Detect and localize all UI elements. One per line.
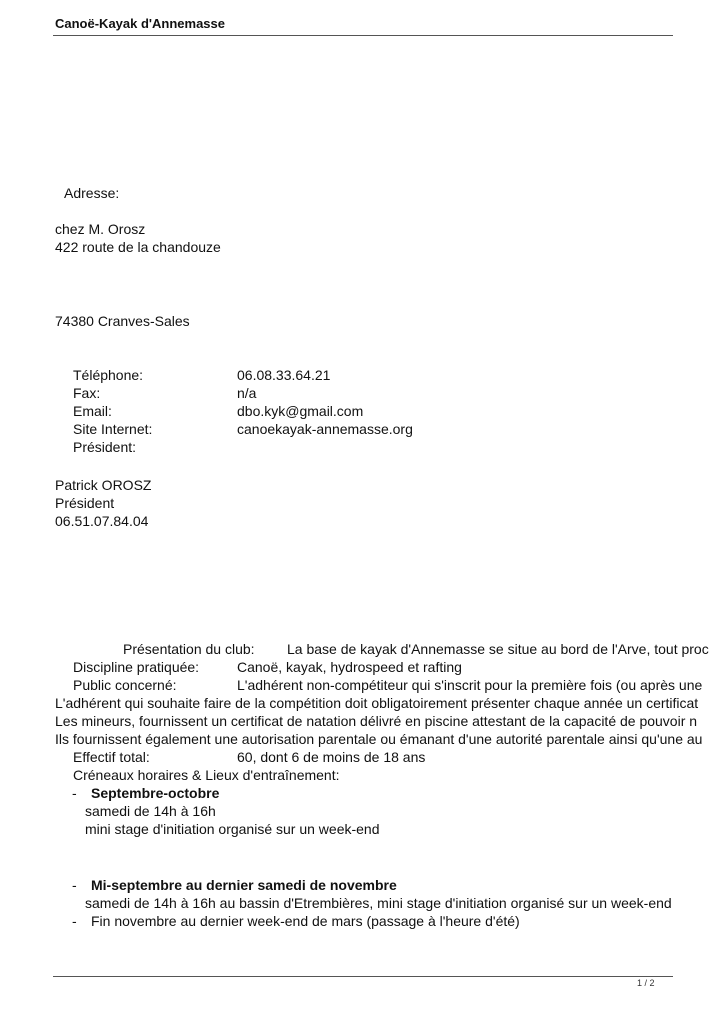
website-value: canoekayak-annemasse.org (237, 421, 413, 437)
competition-text: L'adhérent qui souhaite faire de la compétition doit obligatoirement présenter chaque année un certificat (55, 695, 699, 711)
schedule-period-1-time: samedi de 14h à 16h (85, 803, 216, 819)
phone-label: Téléphone: (73, 367, 144, 383)
president-name: Patrick OROSZ (55, 477, 152, 493)
discipline-value: Canoë, kayak, hydrospeed et rafting (237, 659, 462, 675)
page-number: 1 / 2 (637, 978, 655, 988)
footer-divider (53, 976, 673, 977)
presentation-text: La base de kayak d'Annemasse se situe au bord de l'Arve, tout proc (287, 641, 709, 657)
discipline-label: Discipline pratiquée: (73, 659, 200, 675)
website-label: Site Internet: (73, 421, 153, 437)
fax-label: Fax: (73, 385, 101, 401)
address-city: 74380 Cranves-Sales (55, 313, 190, 329)
schedule-period-2-details: samedi de 14h à 16h au bassin d'Etrembières, mini stage d'initiation organisé sur un week-end (85, 895, 672, 911)
minors-text: Les mineurs, fournissent un certificat de natation délivré en piscine attestant de la capacité de pouvoir n (55, 713, 698, 729)
public-text: L'adhérent non-compétiteur qui s'inscrit pour la première fois (ou après une (237, 677, 703, 693)
document-header-title: Canoë-Kayak d'Annemasse (55, 16, 225, 31)
address-line1: chez M. Orosz (55, 221, 146, 237)
bullet-dash: - (72, 785, 77, 801)
schedule-heading: Créneaux horaires & Lieux d'entraînement: (73, 767, 340, 783)
header-divider (53, 35, 673, 36)
schedule-period-3: Fin novembre au dernier week-end de mars (passage à l'heure d'été) (91, 913, 520, 929)
phone-value: 06.08.33.64.21 (237, 367, 331, 383)
address-label: Adresse: (64, 185, 120, 201)
email-label: Email: (73, 403, 112, 419)
president-phone: 06.51.07.84.04 (55, 513, 149, 529)
bullet-dash: - (72, 877, 77, 893)
bullet-dash: - (72, 913, 77, 929)
presentation-label: Présentation du club: (123, 641, 255, 657)
president-label: Président: (73, 439, 137, 455)
effectif-label: Effectif total: (73, 749, 150, 765)
email-value: dbo.kyk@gmail.com (237, 403, 364, 419)
schedule-period-1: Septembre-octobre (91, 785, 220, 801)
schedule-period-2: Mi-septembre au dernier samedi de novembre (91, 877, 397, 893)
authorization-text: Ils fournissent également une autorisation parentale ou émanant d'une autorité parentale ainsi qu'une au (55, 731, 703, 747)
public-label: Public concerné: (73, 677, 177, 693)
schedule-period-1-note: mini stage d'initiation organisé sur un week-end (85, 821, 380, 837)
fax-value: n/a (237, 385, 257, 401)
address-line2: 422 route de la chandouze (55, 239, 221, 255)
effectif-value: 60, dont 6 de moins de 18 ans (237, 749, 426, 765)
president-role: Président (55, 495, 115, 511)
